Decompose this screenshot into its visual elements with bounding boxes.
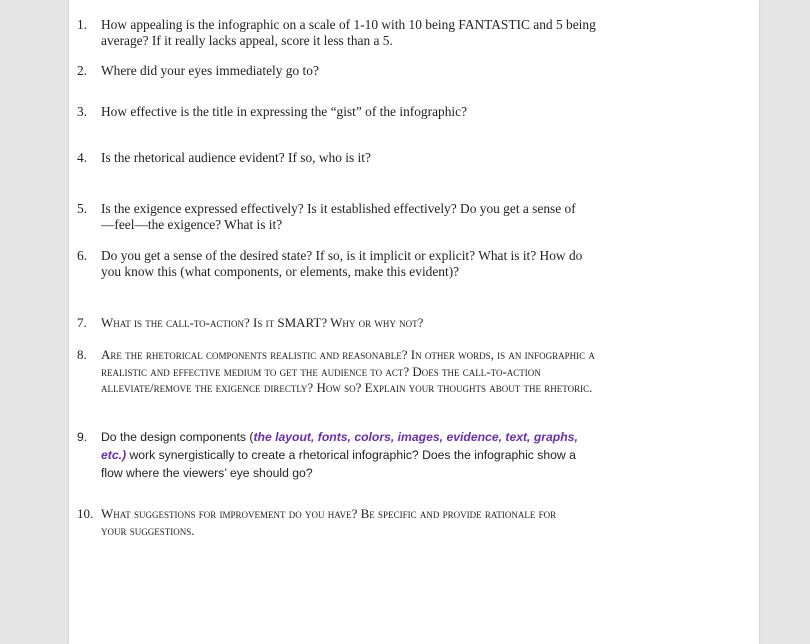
question-5: [77, 201, 579, 233]
question-text: How appealing is the infographic on a scale of 1-10 with 10 being FANTASTIC and 5 being average? If it really lacks appeal, score it less than a 5.: [101, 17, 596, 48]
question-number: 10.: [77, 506, 94, 521]
question-number: 8.: [77, 347, 87, 362]
question-8: [77, 347, 597, 397]
question-number: 4.: [77, 150, 88, 165]
question-text: Is the exigence expressed effectively? Is it established effectively? Do you get a sense of—feel—the exigence? What is it?: [101, 201, 576, 232]
question-10: [77, 506, 571, 539]
question-number: 9.: [77, 430, 88, 444]
question-text-end: work synergistically to create a rhetorical infographic? Does the infographic show a flow where the viewers’ eye should go?: [101, 448, 576, 480]
question-number: 3.: [77, 104, 88, 119]
question-7: [77, 315, 601, 332]
question-text-start: Do the design components (: [101, 430, 254, 444]
question-number: 7.: [77, 315, 87, 330]
question-text: How effective is the title in expressing the “gist” of the infographic?: [101, 104, 468, 119]
question-text: Do you get a sense of the desired state? If so, is it implicit or explicit? What is it? How do you know this (what components, or elements, make this evident)?: [101, 248, 583, 279]
question-number: 2.: [77, 63, 88, 78]
question-number: 1.: [77, 17, 88, 32]
question-1: [77, 17, 601, 49]
question-text: Is the rhetorical audience evident? If so, who is it?: [101, 150, 371, 165]
question-text: What is the call-to-action? Is it SMART? Why or why not?: [101, 315, 424, 330]
question-number: 5.: [77, 201, 88, 216]
question-3: [77, 104, 601, 120]
question-number: 6.: [77, 248, 88, 263]
question-2: [77, 63, 601, 79]
question-6: [77, 248, 599, 280]
question-4: [77, 150, 601, 166]
question-9: [77, 428, 595, 482]
design-components-list: the layout, fonts, colors, images, evidence, text, graphs, etc.): [101, 430, 578, 462]
question-text: Are the rhetorical components realistic and reasonable? In other words, is an infographic a realistic and effective medium to get the audience to act? Does the call-to-action alleviate/remove the exigence directly? How so? Explain your thoughts about the rhetoric.: [101, 347, 595, 395]
question-text: Where did your eyes immediately go to?: [101, 63, 319, 78]
question-text: What suggestions for improvement do you have? Be specific and provide rationale for your suggestions.: [101, 506, 557, 538]
